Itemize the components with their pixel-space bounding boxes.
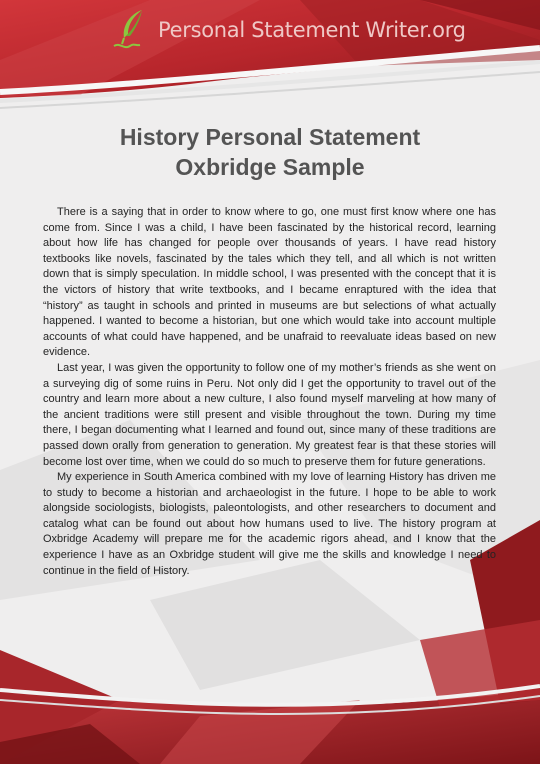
site-name: Personal Statement Writer.org	[158, 18, 466, 42]
title-line-2: Oxbridge Sample	[175, 154, 365, 180]
site-logo[interactable]	[112, 6, 466, 54]
quill-pen-icon	[112, 8, 152, 52]
title-line-1: History Personal Statement	[119, 124, 421, 150]
paragraph-2: Last year, I was given the opportunity to follow one of my mother’s friends as she went on a surveying dig of some ruins in Peru. Not only did I get the opportunity to travel out of the country and learn more about a new culture, I also found myself marveling at how many of the ancient traditions were still present and visible throughout the town. During my time there, I began documenting what I learned and found out, since many of these traditions are passed down orally from generation to generation. My greatest fear is that these stories will become lost over time, when we could do so much to preserve them for future generations.	[43, 361, 496, 468]
paragraph-1: There is a saying that in order to know where to go, one must first know where one has come from. Since I was a child, I have been fascinated by the historical record, learning about how life has changed for people over thousands of years. I have read history textbooks like novels, fascinated by the tales which they tell, and all which is not written down that is simply speculation. In middle school, I was presented with the concept that it is the victors of history that write textbooks, and I became enraptured with the idea that “history” as taught in schools and printed in museums are but selections of what actually happened. I wanted to become a historian, but one which would take into account multiple accounts of what could have happened, and be unafraid to reevaluate ideas based on new evidence.	[43, 206, 496, 359]
statement-body	[43, 205, 496, 579]
page-title	[40, 122, 500, 182]
paragraph-3: My experience in South America combined with my love of learning History has driven me to study to become a historian and archaeologist in the future. I hope to be able to work alongside sociologists, biologists, paleontologists, and other researchers to document and catalog what can be found out about how humans used to live. The history program at Oxbridge Academy will prepare me for the academic rigors ahead, and I know that the experience I have as an Oxbridge student will give me the skills and knowledge I need to continue in the field of History.	[43, 471, 496, 577]
